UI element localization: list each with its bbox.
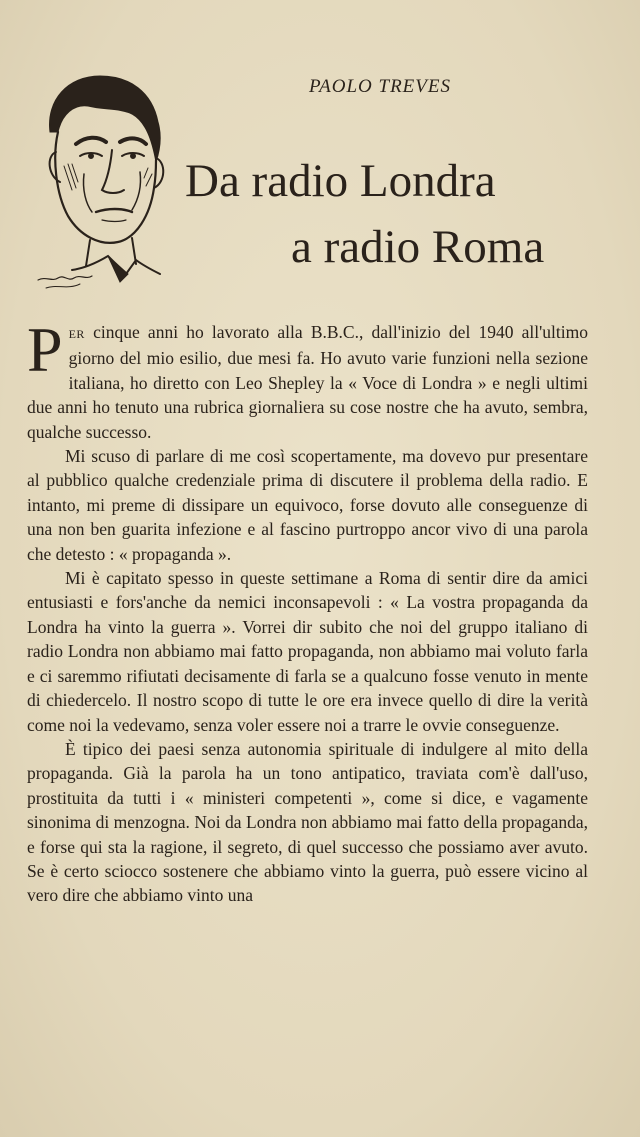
author-name: PAOLO TREVES <box>308 76 451 97</box>
paragraph-3: Mi è capitato spesso in queste settimane a Roma di sentir dire da amici entusiasti e fors'anche da nemici inconsapevoli : « La vostra propaganda da Londra ha vinto la guerra ». Vorrei dir subito che noi del gruppo italiano di radio Londra non abbiamo mai fatto propaganda, non abbiamo mai voluto farla e ci saremmo rifiutati decisamente di farla se a qualcuno fosse venuto in mente di chiedercelo. Il nostro scopo di tutte le ore era invece quello di dire la verità come noi la vedevamo, senza voler essere noi a trarre le ovvie conseguenze. <box>27 568 588 735</box>
author-portrait-sketch <box>28 70 168 298</box>
title-line-2: a radio Roma <box>291 221 545 273</box>
article-body <box>27 314 588 908</box>
paragraph-4: È tipico dei paesi senza autonomia spirituale di indulgere al mito della propaganda. Già la parola ha un tono antipatico, traviata com'è dall'uso, prostituita da tutti i « ministeri competenti », come si dice, e vagamente sinonima di menzogna. Noi da Londra non abbiamo mai fatto della propaganda, e forse qui sta la ragione, il segreto, di quel successo che possiamo aver avuto. Se è certo sciocco sostenere che abbiamo vinto la guerra, può essere vicino al vero dire che abbiamo vinto una <box>27 738 588 906</box>
drop-cap: P <box>27 314 63 385</box>
paragraph-1 <box>27 314 588 444</box>
paragraph-1-text: cinque anni ho lavorato alla B.B.C., dall'inizio del 1940 all'ultimo giorno del mio esilio, due mesi fa. Ho avuto varie funzioni nella sezione italiana, ho diretto con Leo Shepley la « Voce di Londra » e negli ultimi due anni ho tenuto una rubrica giornaliera su cose nostre che ha avuto, sembra, qualche successo. <box>27 322 588 442</box>
title-line-1: Da radio Londra <box>185 155 496 207</box>
article-title <box>185 148 605 280</box>
small-caps-lead: ER <box>68 327 85 341</box>
paragraph-2: Mi scuso di parlare di me così scopertamente, ma dovevo pur presentare al pubblico qualche credenziale prima di discutere il problema della radio. E intanto, mi preme di dissipare un equivoco, forse dovuto alle conseguenze di una non ben guarita infezione e al fascino purtroppo ancor vivo di una parola che detesto : « propaganda ». <box>27 446 588 564</box>
